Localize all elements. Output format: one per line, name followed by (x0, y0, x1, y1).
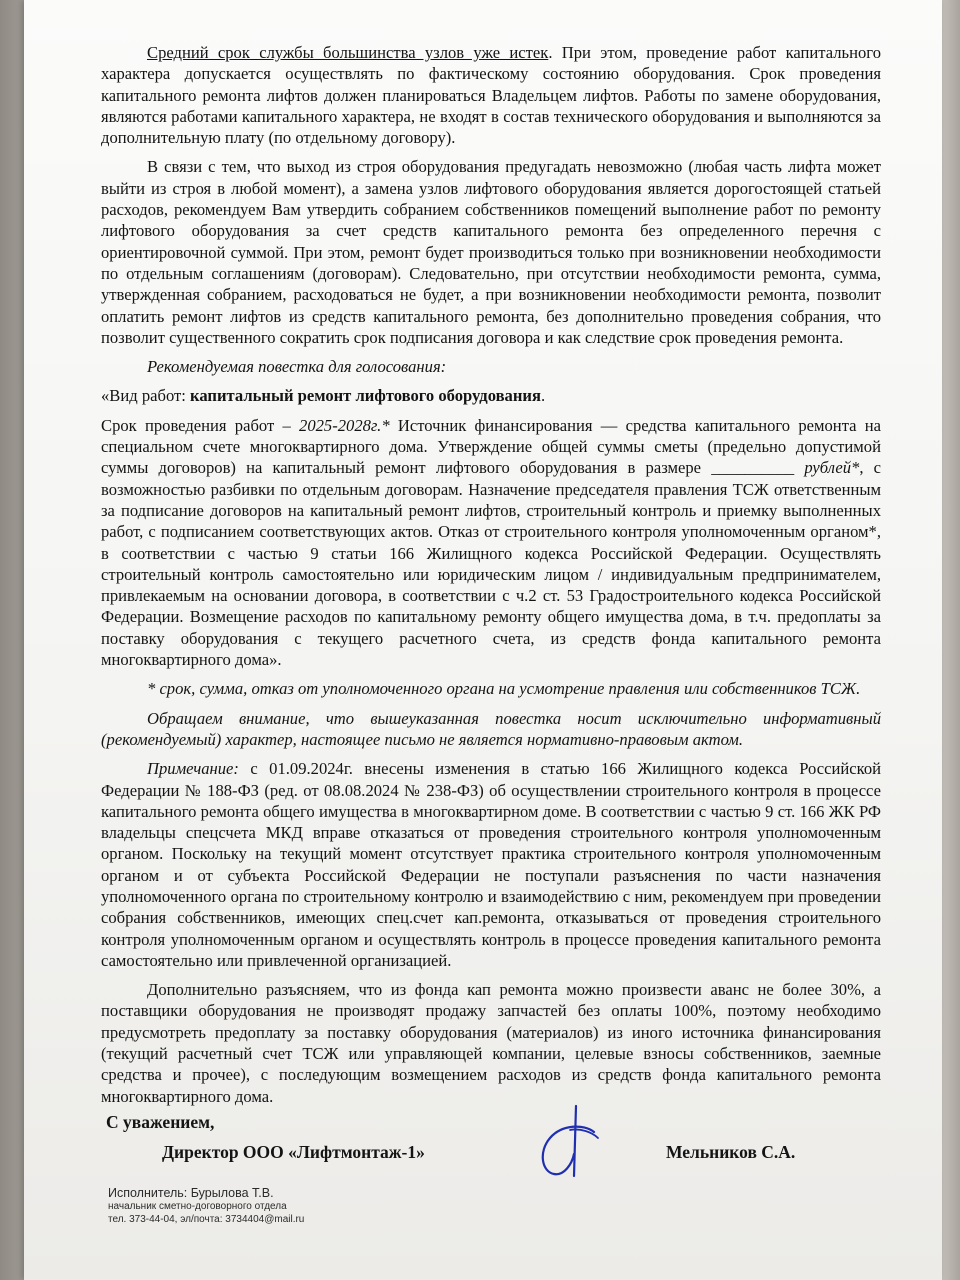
rubles-label: рублей* (804, 458, 860, 478)
term-years: 2025-2028г.* (299, 415, 390, 435)
paragraph-service-life (101, 42, 881, 148)
work-type-bold: капитальный ремонт лифтового оборудования (190, 386, 541, 406)
remark-label: Примечание: (147, 759, 239, 779)
executor-dept: начальник сметно-договорного отдела (108, 1201, 287, 1212)
attention-note: Обращаем внимание, что вышеуказанная повестка носит исключительно информативный (рекомендуемый) характер, настоящее письмо не является нормативно-правовым актом. (101, 708, 881, 749)
star-note: * срок, сумма, отказ от уполномоченного органа на усмотрение правления или собственников ТСЖ. (147, 679, 861, 699)
signer-name: Мельников С.А. (666, 1142, 796, 1162)
executor-contacts: тел. 373-44-04, эл/почта: 3734404@mail.ru (108, 1214, 305, 1225)
work-type-line: «Вид работ: капитальный ремонт лифтового оборудования. (101, 386, 546, 406)
agenda-heading: Рекомендуемая повестка для голосования: (147, 357, 447, 377)
greeting: С уважением, (106, 1112, 215, 1132)
paragraph-agenda-terms: Срок проведения работ – 2025-2028г.* Источник финансирования — средства капитального ремонта на специальном счете многоквартирного дома. Утверждение общей суммы сметы (предельно допустимой суммы договоров) на капитальный ремонт лифтового оборудования в размере __________ рублей*, с возможностью разбивки по отдельным договорам. Назначение председателя правления ТСЖ ответственным за подписание договоров на капитальный ремонт лифтов, строительный контроль и приемку выполненных работ, с подписанием соответствующих актов. Отказ от строительного контроля уполномоченным органом*, в соответствии с частью 9 статьи 166 Жилищного кодекса Российской Федерации. Осуществлять строительный контроль самостоятельно или юридическим лицом / индивидуальным предпринимателем, привлекаемым на основании договора, в соответствии с ч.2 ст. 53 Градостроительного кодекса Российской Федерации. Возмещение расходов по капитальному ремонту общего имущества дома, в т.ч. предоплаты за поставку оборудования с текущего расчетного счета, из средств фонда капитального ремонта многоквартирного дома». (101, 415, 882, 670)
service-life-rest: . При этом, проведение работ капитального характера допускается осуществлять по фактическому состоянию оборудования. Срок проведения капитального ремонта лифтов должен планироваться Владельцем лифтов. Работы по замене оборудования, являются работами капитального характера, не входят в состав технического оборудования и выполняются за дополнительную плату (по отдельному договору). (101, 43, 881, 148)
paragraph-remark: Примечание: с 01.09.2024г. внесены изменения в статью 166 Жилищного кодекса Российской Федерации № 188-ФЗ (ред. от 08.08.2024 № 238-ФЗ) об осуществлении строительного контроля в процессе капитального ремонта общего имущества в многоквартирном доме. В соответствии с частью 9 ст. 166 ЖК РФ владельцы спецсчета МКД вправе отказаться от проведения строительного контроля уполномоченным органом. Поскольку на текущий момент отсутствует практика строительного контроля уполномоченным органом и от субъекта Российской Федерации не поступали разъяснения по части назначения уполномоченного органа по строительному контролю и взаимодействию с ним, рекомендуем при проведении собрания собственников, имеющих спец.счет кап.ремонта, отказываться от проведения строительного контроля уполномоченным органом и осуществлять контроль в процессе проведения капитального ремонта самостоятельно или привлеченной организацией. (101, 759, 881, 970)
executor-block (108, 1186, 304, 1226)
handwritten-signature (532, 1098, 622, 1188)
service-life-underlined: Средний срок службы большинства узлов уже истек (147, 43, 549, 62)
executor-line: Исполнитель: Бурылова Т.В. (108, 1186, 274, 1200)
paragraph-prepayment: Дополнительно разъясняем, что из фонда кап ремонта можно произвести аванс не более 30%, а поставщики оборудования не производят продажу запчастей без оплаты 100%, поэтому необходимо предусмотреть предоплату за поставку оборудования (материалов) из иного источника финансирования (текущий расчетный счет ТСЖ или управляющей компании, целевые взносы собственников, заемные средства и прочее), с последующим возмещением расходов из средств фонда капитального ремонта многоквартирного дома. (101, 980, 881, 1106)
letter-body (101, 42, 881, 1115)
paragraph-recommendation: В связи с тем, что выход из строя оборудования предугадать невозможно (любая часть лифта может выйти из строя в любой момент), а замена узлов лифтового оборудования является дорогостоящей статьей расходов, рекомендуем Вам утвердить собранием собственников помещений выполнение работ по ремонту лифтового оборудования за счет средств капитального ремонта без определенного перечня с ориентировочной суммой. При этом, ремонт будет производиться только при возникновении необходимости по отдельным соглашениям (договорам). Следовательно, при отсутствии необходимости ремонта, сумма, утвержденная собранием, расходоваться не будет, а при возникновении необходимости ремонта, позволит оплатить ремонт лифтов из средств капитального ремонта, без дополнительно проведения собрания, что позволит существенного сократить срок подписания договора и как следствие срок проведения ремонта. (101, 157, 881, 347)
director-position: Директор ООО «Лифтмонтаж-1» (162, 1142, 425, 1162)
paper-sheet (24, 0, 942, 1280)
